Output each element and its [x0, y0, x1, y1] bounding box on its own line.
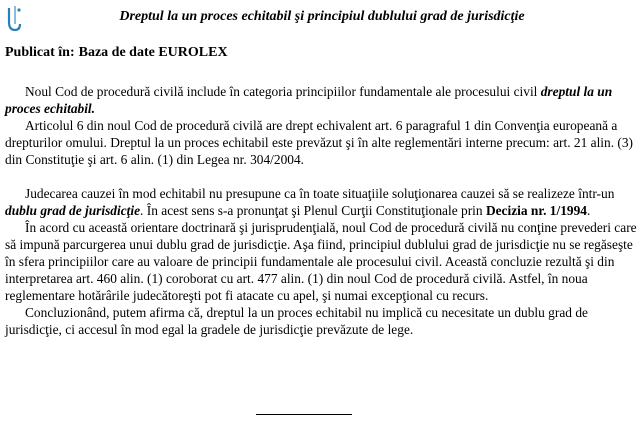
paragraph-2: Articolul 6 din noul Cod de procedură civilă are drept echivalent art. 6 paragraful 1 din Convenţia europeană a drepturilor omului. Dreptul la un proces echitabil este prevăzut şi în alte reglementări interne precum: art. 21 alin. (3) din Constituţie şi art. 6 alin. (1) din Legea nr. 304/2004.	[5, 118, 634, 167]
publication-info	[5, 44, 228, 61]
document-title: Dreptul la un proces echitabil şi principiul dublului grad de jurisdicţie	[119, 9, 525, 24]
paragraph-4: În acord cu această orientare doctrinară şi jurisprudenţială, noul Cod de procedură civilă nu conţine prevederi care să impună parcurgerea unui dublu grad de jurisdicţie. Aşa fiind, principiul dublului grad de jurisdicţie nu se regăseşte în sfera principiilor care au valoare de principii fundamentale ale procesului civil. Această concluzie rezultă şi din interpretarea art. 460 alin. (1) coroborat cu art. 477 alin. (1) din noul Cod de procedură civilă. Astfel, în noua reglementare hotărârile judecătoreşti pot fi atacate cu apel, şi numai excepţional cu recurs.	[5, 220, 637, 303]
decision-reference: Decizia nr. 1/1994	[485, 203, 587, 218]
paragraph-1	[5, 83, 639, 117]
paragraph-1-emphasis: dreptul la un proces echitabil.	[5, 84, 613, 116]
article-body	[5, 83, 639, 338]
publication-label: Publicat în:	[5, 45, 75, 60]
publication-source: Baza de date EUROLEX	[78, 45, 228, 60]
paragraph-3	[5, 185, 639, 219]
footer-divider	[256, 414, 352, 415]
paragraph-3-text-c: .	[586, 203, 591, 218]
paragraph-3-text-b: . În acest sens s-a pronunţat şi Plenul Curţii Constituţionale prin	[140, 203, 486, 218]
paragraph-3-emphasis: dublu grad de jurisdicţie	[5, 203, 141, 218]
paragraph-1-text: Noul Cod de procedură civilă include în categoria principiilor fundamentale ale procesului civil	[25, 84, 541, 99]
paragraph-3-text-a: Judecarea cauzei în mod echitabil nu presupune ca în toate situaţiile soluţionarea cauzei să se realizeze într-un	[25, 186, 615, 201]
paragraph-5: Concluzionând, putem afirma că, dreptul la un proces echitabil nu implică cu necesitate un dublu grad de jurisdicţie, ci accesul în mod egal la gradele de jurisdicţie prevăzute de lege.	[5, 305, 588, 337]
